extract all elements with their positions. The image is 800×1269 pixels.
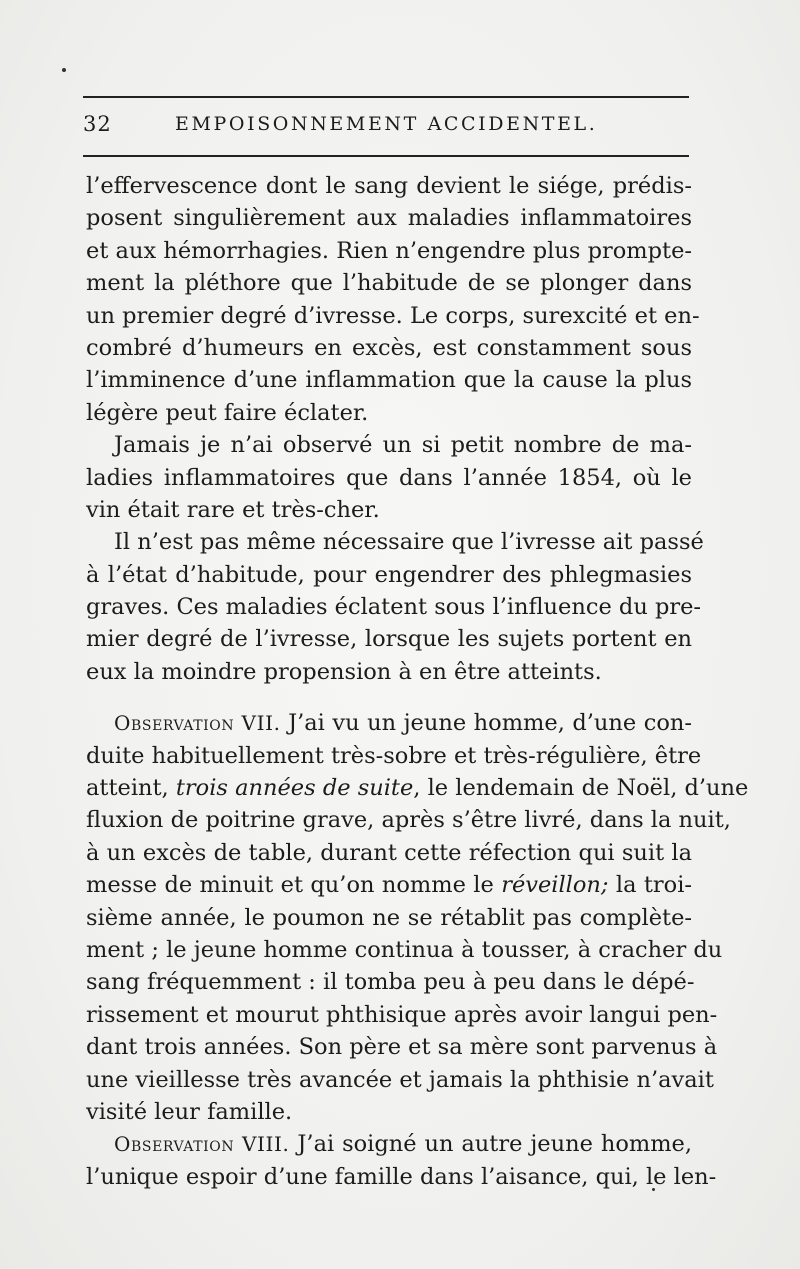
text-line: légère peut faire éclater. — [86, 399, 369, 426]
italic-phrase: réveillon; — [501, 872, 609, 899]
text-line: duite habituellement très-sobre et très-régulière, être — [86, 742, 702, 769]
text-fragment: la troi- — [615, 872, 693, 899]
text-line: une vieillesse très avancée et jamais la phthisie n’avait — [86, 1066, 714, 1093]
text-line: sième année, le poumon ne se rétablit pas complète- — [86, 904, 692, 931]
text-line: ment la pléthore que l’habitude de se plonger dans — [86, 270, 692, 297]
text-fragment: J’ai soigné un autre jeune homme, — [297, 1131, 693, 1158]
observation-label: Observation VII. — [114, 711, 281, 736]
observation-8 — [86, 1128, 717, 1193]
text-line: et aux hémorrhagies. Rien n’engendre plus prompte- — [86, 237, 692, 264]
observation-label: Observation VIII. — [114, 1132, 290, 1157]
text-line: fluxion de poitrine grave, après s’être livré, dans la nuit, — [86, 807, 731, 834]
text-line: sang fréquemment : il tomba peu à peu dans le dépé- — [86, 969, 695, 996]
text-line: eux la moindre propension à en être atteints. — [86, 658, 602, 685]
text-line: ladies inflammatoires que dans l’année 1854, où le — [86, 464, 692, 491]
section-gap — [86, 688, 692, 707]
text-fragment: messe de minuit et qu’on nomme le — [86, 872, 494, 899]
text-line — [86, 1128, 692, 1160]
observation-7 — [86, 707, 749, 1128]
text-line — [86, 772, 749, 804]
running-title: EMPOISONNEMENT ACCIDENTEL. — [175, 113, 598, 135]
paragraph-2 — [86, 429, 692, 526]
text-line: Il n’est pas même nécessaire que l’ivresse ait passé — [114, 529, 704, 556]
text-line: dant trois années. Son père et sa mère sont parvenus à — [86, 1034, 718, 1061]
text-line: vin était rare et très-cher. — [86, 496, 380, 523]
text-line: rissement et mourut phthisique après avoir langui pen- — [86, 1001, 718, 1028]
running-head — [83, 112, 689, 142]
ink-speck — [62, 68, 66, 72]
text-line: à l’état d’habitude, pour engendrer des phlegmasies — [86, 561, 692, 588]
text-line: mier degré de l’ivresse, lorsque les sujets portent en — [86, 626, 692, 653]
text-line: visité leur famille. — [86, 1098, 293, 1125]
header-rule-bottom — [83, 155, 689, 157]
text-fragment: J’ai vu un jeune homme, d’une con- — [288, 710, 692, 737]
paragraph-3 — [86, 526, 704, 688]
text-line: à un excès de table, durant cette réfection qui suit la — [86, 839, 692, 866]
text-line: ment ; le jeune homme continua à tousser, à cracher du — [86, 936, 723, 963]
text-line: l’effervescence dont le sang devient le siége, prédis- — [86, 173, 692, 199]
header-rule-top — [83, 96, 689, 98]
text-line: combré d’humeurs en excès, est constamment sous — [86, 334, 692, 361]
text-fragment: atteint, — [86, 775, 169, 802]
text-line: l’unique espoir d’une famille dans l’aisance, qui, le len- — [86, 1163, 717, 1190]
page-number: 32 — [83, 112, 112, 136]
text-line — [86, 869, 692, 901]
text-line — [86, 707, 692, 739]
text-line: posent singulièrement aux maladies inflammatoires — [86, 205, 692, 232]
paragraph-1 — [86, 170, 700, 429]
text-line: Jamais je n’ai observé un si petit nombre de ma- — [114, 432, 692, 459]
text-line: graves. Ces maladies éclatent sous l’influence du pre- — [86, 594, 702, 621]
text-line: un premier degré d’ivresse. Le corps, surexcité et en- — [86, 302, 700, 329]
text-fragment: , le lendemain de Noël, d’une — [413, 775, 749, 802]
italic-phrase: trois années de suite — [175, 775, 414, 802]
body-text — [86, 170, 749, 1193]
text-line: l’imminence d’une inflammation que la cause la plus — [86, 367, 692, 394]
